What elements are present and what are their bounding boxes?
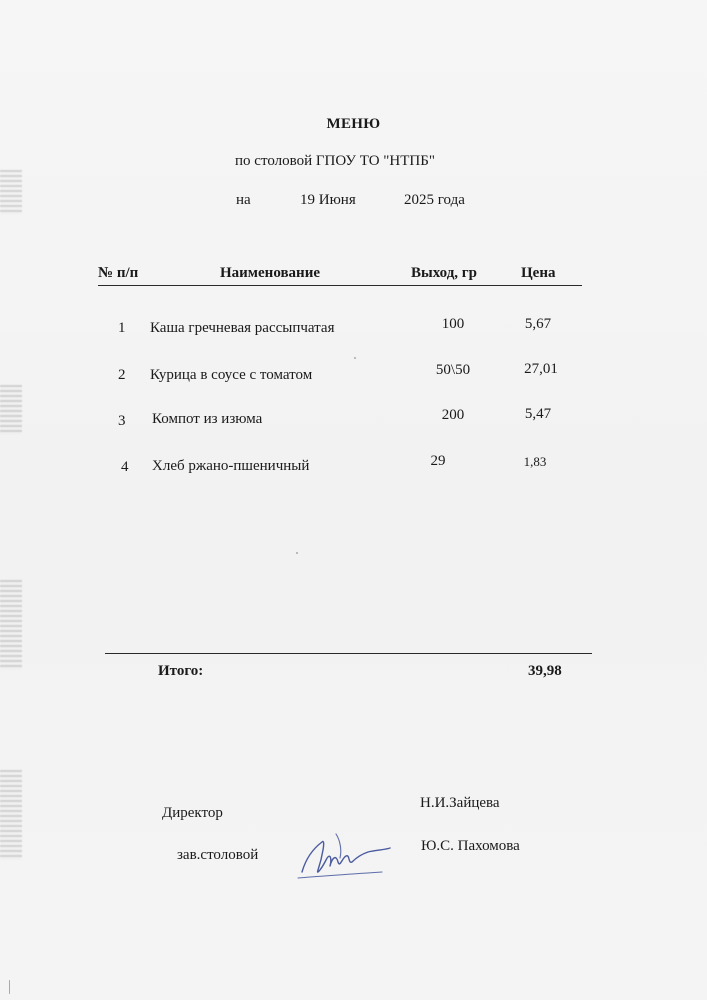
column-header-price: Цена xyxy=(521,265,556,281)
row-number: 3 xyxy=(118,413,126,429)
scan-speck xyxy=(354,357,356,359)
header-rule xyxy=(98,285,582,286)
date-prefix: на xyxy=(236,192,251,208)
scan-edge-artifact xyxy=(0,770,22,860)
row-name: Каша гречневая рассыпчатая xyxy=(150,320,335,336)
manager-name: Ю.С. Пахомова xyxy=(421,838,520,854)
row-name: Компот из изюма xyxy=(152,411,263,427)
scan-edge-artifact xyxy=(0,385,22,435)
row-yield: 100 xyxy=(441,316,465,332)
date-year: 2025 года xyxy=(404,192,465,208)
row-price: 27,01 xyxy=(524,361,558,377)
row-number: 2 xyxy=(118,367,126,383)
column-header-number: № п/п xyxy=(98,265,139,281)
row-name: Хлеб ржано-пшеничный xyxy=(152,458,310,474)
document-subtitle: по столовой ГПОУ ТО "НТПБ" xyxy=(235,153,435,169)
director-name: Н.И.Зайцева xyxy=(420,795,500,811)
scan-speck xyxy=(9,980,10,994)
manager-label: зав.столовой xyxy=(177,847,259,863)
total-value: 39,98 xyxy=(528,663,562,679)
row-price: 5,67 xyxy=(524,316,552,332)
handwritten-signature xyxy=(292,828,392,884)
row-price: 1,83 xyxy=(523,454,547,469)
total-label: Итого: xyxy=(158,663,204,679)
row-number: 1 xyxy=(118,320,126,336)
row-name: Курица в соусе с томатом xyxy=(150,367,313,383)
column-header-yield: Выход, гр xyxy=(411,265,477,281)
column-header-name: Наименование xyxy=(220,265,320,281)
scan-edge-artifact xyxy=(0,580,22,670)
director-label: Директор xyxy=(162,805,223,821)
date-day: 19 Июня xyxy=(300,192,356,208)
scan-edge-artifact xyxy=(0,170,22,215)
total-rule xyxy=(105,653,592,654)
row-yield: 29 xyxy=(430,453,446,469)
row-number: 4 xyxy=(121,459,129,475)
row-yield: 50\50 xyxy=(435,362,471,378)
document-title: МЕНЮ xyxy=(326,116,381,132)
row-yield: 200 xyxy=(441,407,465,423)
row-price: 5,47 xyxy=(524,406,552,422)
scan-speck xyxy=(296,552,298,554)
